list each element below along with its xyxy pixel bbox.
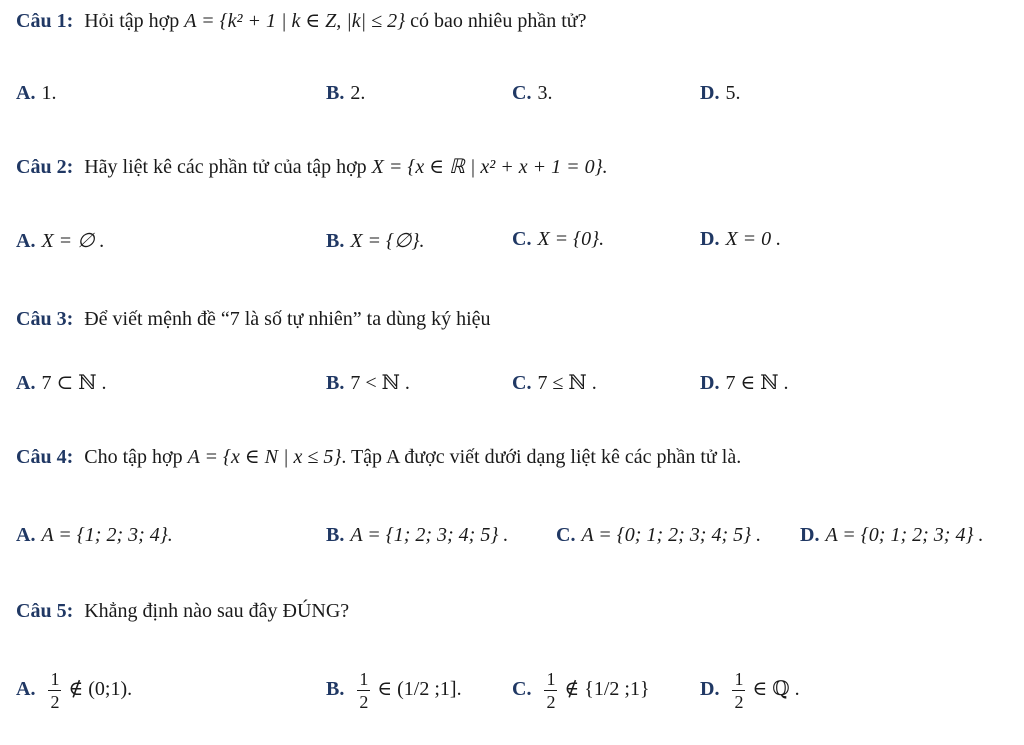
option-a[interactable]: A. A = {1; 2; 3; 4}. [16,524,173,546]
question-text: Hãy liệt kê các phần tử của tập hợp [84,156,367,178]
option-c[interactable]: C. X = {0}. [512,228,605,250]
question-5 [16,600,349,623]
fraction: $\frac{1}{2}$ [546,669,556,712]
options-row-4 [0,524,1024,564]
option-a[interactable]: A. 7 ⊂ ℕ . [16,372,107,394]
question-label: Câu 5: [16,600,74,622]
options-row-1 [0,82,1024,122]
fraction: $\frac{1}{2}$ [50,669,60,712]
options-row-3 [0,370,1024,410]
fraction: $\frac{1}{2}$ [359,669,369,712]
option-c[interactable]: C. A = {0; 1; 2; 3; 4; 5} . [556,524,762,546]
option-c[interactable]: C. 3. [512,82,553,104]
question-formula: A = {x ∈ N | x ≤ 5} [187,446,342,468]
options-row-2 [0,228,1024,268]
question-2 [16,154,608,179]
option-d[interactable]: D. X = 0 . [700,228,782,250]
question-label: Câu 2: [16,156,74,178]
option-b[interactable]: B. 2. [326,82,366,104]
fraction: $\frac{1}{2}$ [734,669,744,712]
question-tail: có bao nhiêu phần tử? [410,10,587,32]
question-formula: X = {x ∈ ℝ | x² + x + 1 = 0}. [371,156,608,178]
question-4 [16,444,741,469]
question-label: Câu 1: [16,10,74,32]
question-label: Câu 4: [16,446,74,468]
question-text: Để viết mệnh đề “7 là số tự nhiên” ta dùng ký hiệu [84,308,491,330]
option-b[interactable]: B. $\frac{1}{2}$ ∈ (1/2 ;1]. [326,669,462,712]
question-tail: . Tập A được viết dưới dạng liệt kê các phần tử là. [341,446,742,468]
question-text: Cho tập hợp [84,446,183,468]
option-a[interactable]: A. $\frac{1}{2}$ ∉ (0;1). [16,669,133,712]
option-d[interactable]: D. A = {0; 1; 2; 3; 4} . [800,524,984,546]
option-b[interactable]: B. 7 < ℕ . [326,372,410,394]
option-d[interactable]: D. 5. [700,82,741,104]
question-label: Câu 3: [16,308,74,330]
options-row-5 [0,664,1024,728]
option-c[interactable]: C. $\frac{1}{2}$ ∉ {1/2 ;1} [512,669,650,712]
question-text: Khẳng định nào sau đây ĐÚNG? [84,600,350,622]
option-b[interactable]: B. A = {1; 2; 3; 4; 5} . [326,524,509,546]
option-d[interactable]: D. 7 ∈ ℕ . [700,372,789,394]
option-a[interactable]: A. X = ∅ . [16,230,105,252]
option-d[interactable]: D. $\frac{1}{2}$ ∈ ℚ . [700,669,800,712]
option-c[interactable]: C. 7 ≤ ℕ . [512,372,597,394]
question-text: Hỏi tập hợp [84,10,180,32]
question-3 [16,308,491,331]
option-b[interactable]: B. X = {∅}. [326,230,425,252]
question-1 [16,8,586,33]
option-a[interactable]: A. 1. [16,82,57,104]
question-formula: A = {k² + 1 | k ∈ Z, |k| ≤ 2} [184,10,406,32]
